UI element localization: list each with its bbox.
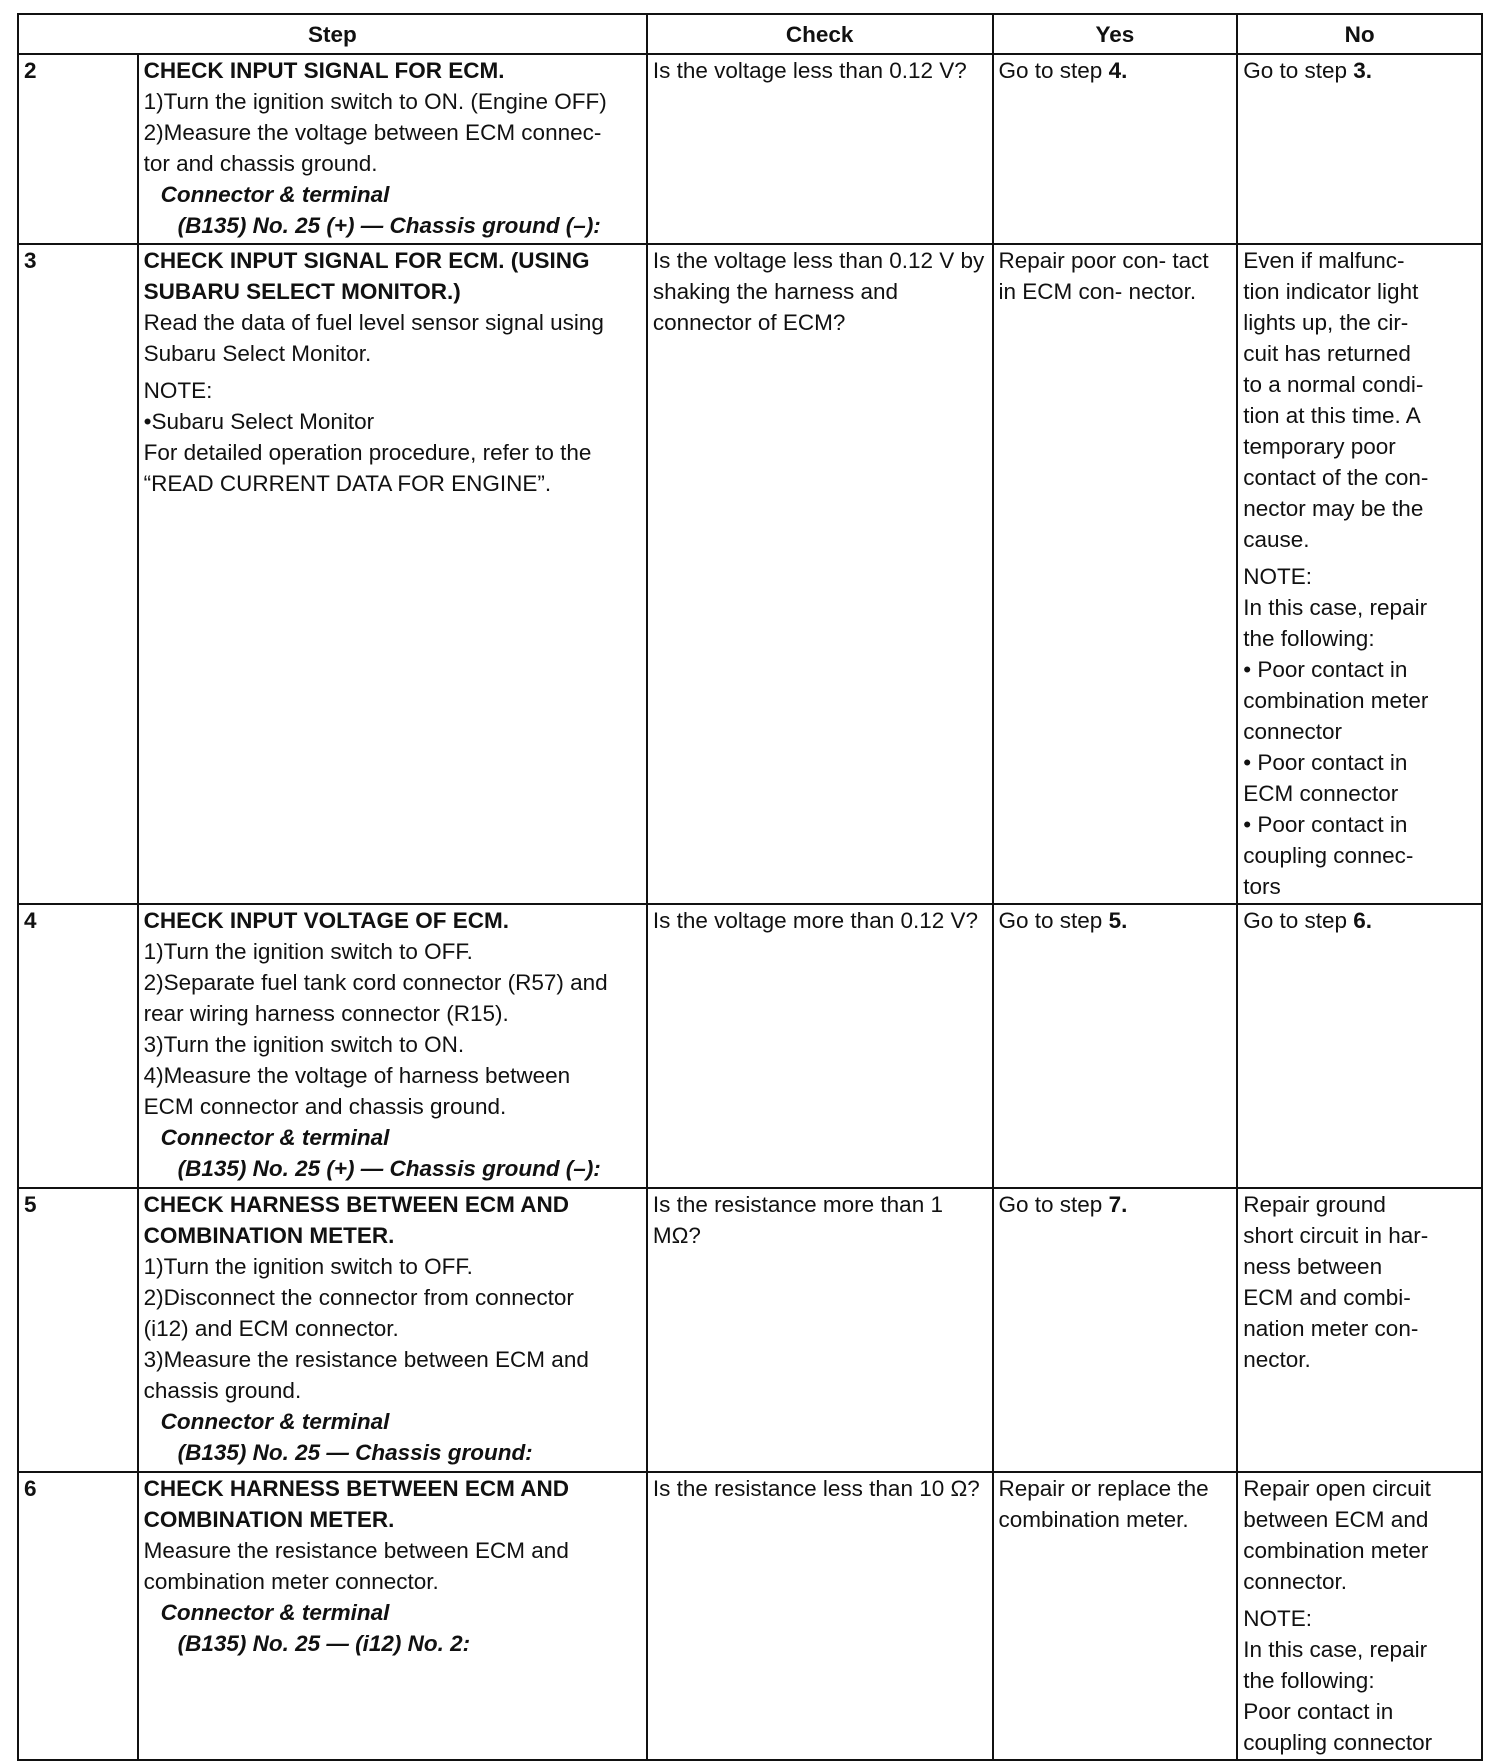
table-row <box>18 904 1482 1188</box>
step-line: 3)Turn the ignition switch to ON. <box>143 1032 465 1057</box>
step-line: 2)Separate fuel tank cord connector (R57) and <box>143 970 608 995</box>
step-cell <box>138 244 647 904</box>
yes-text: Go to step <box>998 58 1109 83</box>
step-line: tor and chassis ground. <box>143 151 378 176</box>
no-note-line: In this case, repair <box>1243 1637 1428 1662</box>
no-note-line: • Poor contact in <box>1243 657 1408 682</box>
no-line: ECM and combi- <box>1243 1285 1411 1310</box>
no-step-ref: 6. <box>1353 908 1373 933</box>
no-line: contact of the con- <box>1243 465 1429 490</box>
connector-label: Connector & terminal <box>160 1409 390 1434</box>
no-line: ness between <box>1243 1254 1383 1279</box>
no-cell <box>1237 54 1482 244</box>
yes-step-ref: 5. <box>1108 908 1128 933</box>
step-line: combination meter connector. <box>143 1569 439 1594</box>
header-yes: Yes <box>993 14 1238 54</box>
check-cell: Is the resistance more than 1 MΩ? <box>647 1188 993 1472</box>
no-line: to a normal condi- <box>1243 372 1424 397</box>
no-text: Go to step <box>1243 908 1354 933</box>
connector-label: Connector & terminal <box>160 1600 390 1625</box>
check-cell: Is the voltage more than 0.12 V? <box>647 904 993 1188</box>
step-title: CHECK HARNESS BETWEEN ECM AND <box>143 1476 570 1501</box>
note-line: For detailed operation procedure, refer to the <box>143 440 592 465</box>
yes-text: Go to step <box>998 908 1109 933</box>
step-line: chassis ground. <box>143 1378 302 1403</box>
step-line: 1)Turn the ignition switch to OFF. <box>143 939 473 964</box>
no-line: nation meter con- <box>1243 1316 1419 1341</box>
no-line: temporary poor <box>1243 434 1396 459</box>
table-row <box>18 1188 1482 1472</box>
step-line: 4)Measure the voltage of harness between <box>143 1063 571 1088</box>
no-line: Even if malfunc- <box>1243 248 1405 273</box>
step-title: CHECK INPUT VOLTAGE OF ECM. <box>143 908 510 933</box>
note-label: NOTE: <box>143 378 213 403</box>
table-row <box>18 54 1482 244</box>
no-line: combination meter <box>1243 1538 1429 1563</box>
note-line: •Subaru Select Monitor <box>143 409 375 434</box>
no-line: tion at this time. A <box>1243 403 1421 428</box>
no-cell <box>1237 244 1482 904</box>
no-note-line: the following: <box>1243 626 1375 651</box>
header-check: Check <box>647 14 993 54</box>
step-body: Read the data of fuel level sensor signal using Subaru Select Monitor. <box>143 310 604 366</box>
no-note-line: ECM connector <box>1243 781 1399 806</box>
step-cell <box>138 1188 647 1472</box>
yes-cell: Repair poor con- tact in ECM con- nector. <box>993 244 1238 904</box>
step-line: 3)Measure the resistance between ECM and <box>143 1347 589 1372</box>
no-line: Repair ground <box>1243 1192 1386 1217</box>
connector-label: Connector & terminal <box>160 182 390 207</box>
no-note-line: coupling connector <box>1243 1730 1433 1755</box>
no-note-line: Poor contact in <box>1243 1699 1394 1724</box>
step-number: 5 <box>18 1188 138 1472</box>
yes-cell <box>993 904 1238 1188</box>
no-note-label: NOTE: <box>1243 1606 1312 1631</box>
step-number: 4 <box>18 904 138 1188</box>
connector-terminal: (B135) No. 25 (+) — Chassis ground (–): <box>177 213 601 238</box>
no-line: tion indicator light <box>1243 279 1419 304</box>
yes-cell <box>993 1188 1238 1472</box>
step-line: 2)Disconnect the connector from connector <box>143 1285 574 1310</box>
no-line: lights up, the cir- <box>1243 310 1409 335</box>
connector-terminal: (B135) No. 25 — Chassis ground: <box>177 1440 533 1465</box>
yes-text: Go to step <box>998 1192 1109 1217</box>
step-number: 3 <box>18 244 138 904</box>
check-cell: Is the voltage less than 0.12 V? <box>647 54 993 244</box>
check-cell: Is the resistance less than 10 Ω? <box>647 1472 993 1760</box>
step-title: CHECK HARNESS BETWEEN ECM AND <box>143 1192 570 1217</box>
no-line: Repair open circuit <box>1243 1476 1431 1501</box>
no-note-line: combination meter <box>1243 688 1429 713</box>
no-note-line: tors <box>1243 874 1281 899</box>
step-line: rear wiring harness connector (R15). <box>143 1001 509 1026</box>
yes-step-ref: 7. <box>1108 1192 1128 1217</box>
no-line: between ECM and <box>1243 1507 1429 1532</box>
connector-terminal: (B135) No. 25 — (i12) No. 2: <box>177 1631 471 1656</box>
step-title: COMBINATION METER. <box>143 1223 395 1248</box>
no-line: nector may be the <box>1243 496 1424 521</box>
no-cell <box>1237 904 1482 1188</box>
no-cell <box>1237 1188 1482 1472</box>
step-number: 6 <box>18 1472 138 1760</box>
no-note-line: the following: <box>1243 1668 1375 1693</box>
no-note-line: In this case, repair <box>1243 595 1428 620</box>
no-line: short circuit in har- <box>1243 1223 1429 1248</box>
header-row <box>18 14 1482 54</box>
check-cell: Is the voltage less than 0.12 V by shaking the harness and connector of ECM? <box>647 244 993 904</box>
step-title: CHECK INPUT SIGNAL FOR ECM. <box>143 58 505 83</box>
step-line: Measure the resistance between ECM and <box>143 1538 569 1563</box>
no-line: connector. <box>1243 1569 1348 1594</box>
no-note-line: • Poor contact in <box>1243 750 1408 775</box>
table-row <box>18 244 1482 904</box>
connector-label: Connector & terminal <box>160 1125 390 1150</box>
yes-step-ref: 4. <box>1108 58 1128 83</box>
no-note-label: NOTE: <box>1243 564 1312 589</box>
step-line: 2)Measure the voltage between ECM connec- <box>143 120 602 145</box>
table-row <box>18 1472 1482 1760</box>
header-step: Step <box>18 14 647 54</box>
no-note-line: coupling connec- <box>1243 843 1414 868</box>
diagnostic-table <box>17 13 1483 1761</box>
step-title: CHECK INPUT SIGNAL FOR ECM. (USING SUBARU SELECT MONITOR.) <box>143 248 590 304</box>
no-note-line: connector <box>1243 719 1343 744</box>
step-number: 2 <box>18 54 138 244</box>
no-line: nector. <box>1243 1347 1311 1372</box>
connector-terminal: (B135) No. 25 (+) — Chassis ground (–): <box>177 1156 601 1181</box>
step-line: ECM connector and chassis ground. <box>143 1094 507 1119</box>
step-cell <box>138 1472 647 1760</box>
step-line: (i12) and ECM connector. <box>143 1316 399 1341</box>
no-line: cuit has returned <box>1243 341 1411 366</box>
yes-cell: Repair or replace the combination meter. <box>993 1472 1238 1760</box>
step-line: 1)Turn the ignition switch to OFF. <box>143 1254 473 1279</box>
no-line: cause. <box>1243 527 1310 552</box>
no-note-line: • Poor contact in <box>1243 812 1408 837</box>
step-line: 1)Turn the ignition switch to ON. (Engine OFF) <box>143 89 607 114</box>
header-no: No <box>1237 14 1482 54</box>
no-step-ref: 3. <box>1353 58 1373 83</box>
step-cell <box>138 904 647 1188</box>
step-cell <box>138 54 647 244</box>
no-cell <box>1237 1472 1482 1760</box>
yes-cell <box>993 54 1238 244</box>
no-text: Go to step <box>1243 58 1354 83</box>
step-title: COMBINATION METER. <box>143 1507 395 1532</box>
note-line: “READ CURRENT DATA FOR ENGINE”. <box>143 471 552 496</box>
